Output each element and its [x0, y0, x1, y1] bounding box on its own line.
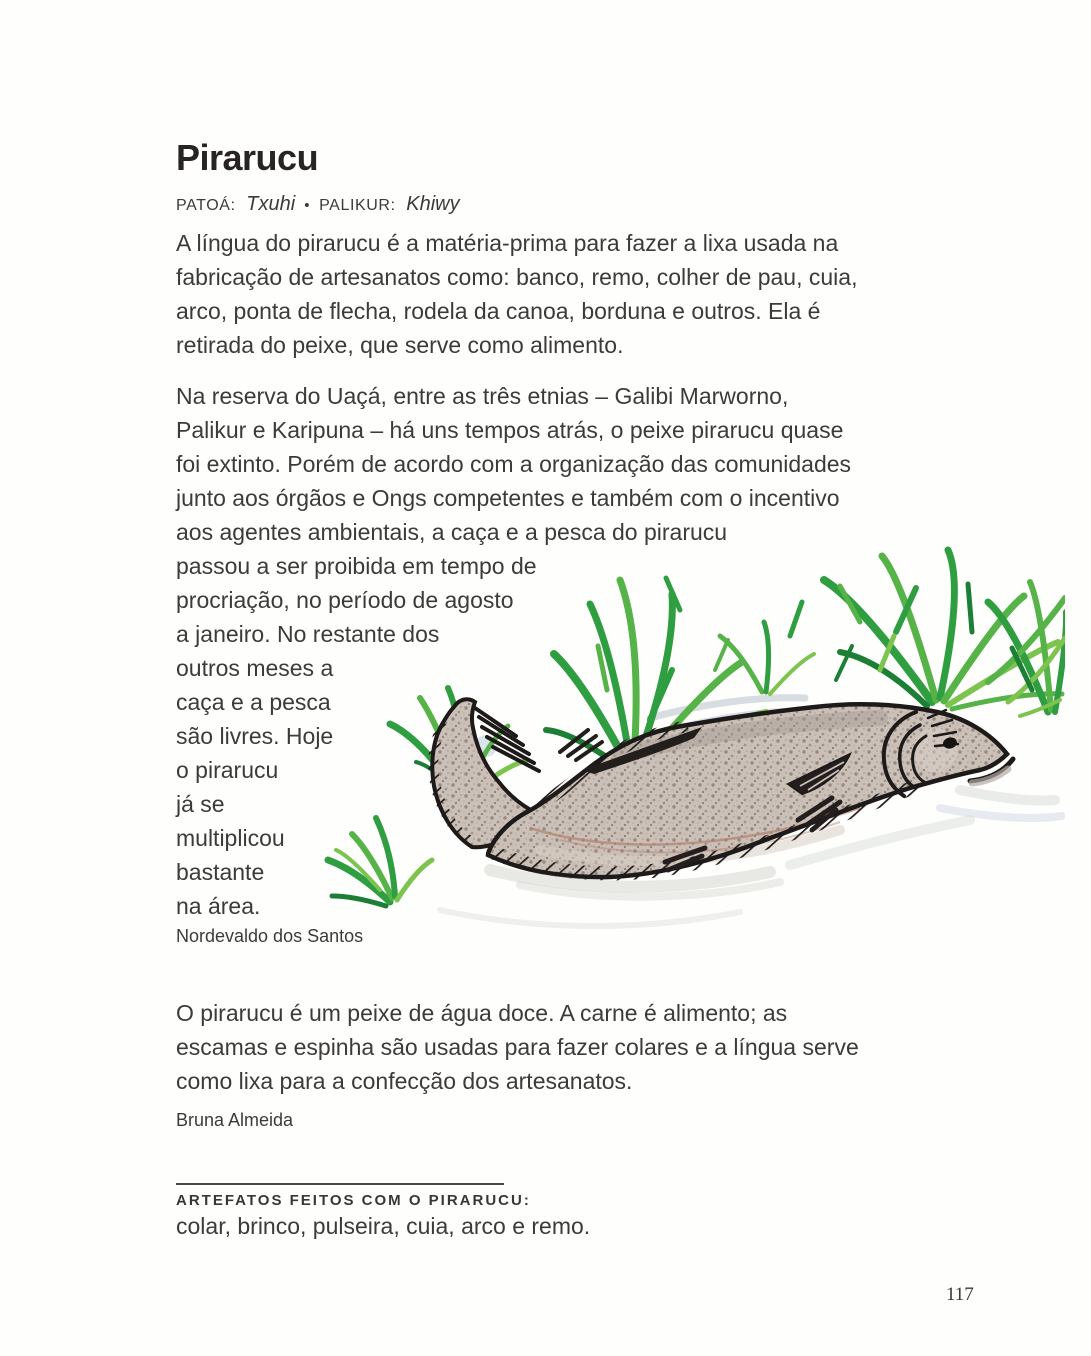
text-line: o pirarucu: [176, 757, 279, 783]
fish-body: [432, 699, 1013, 877]
text-line: aos agentes ambientais, a caça e a pesca do pirarucu: [176, 519, 728, 545]
text-line: na área.: [176, 893, 261, 919]
artifacts-list: colar, brinco, pulseira, cuia, arco e remo.: [176, 1213, 591, 1239]
page-title: Pirarucu: [176, 137, 319, 178]
indigenous-names-line: [176, 193, 460, 216]
palikur-term: Khiwy: [406, 193, 460, 215]
text-line: bastante: [176, 859, 265, 885]
text-line: escamas e espinha são usadas para fazer colares e a língua serve: [176, 1034, 859, 1060]
text-line: já se: [176, 791, 225, 817]
text-line: A língua do pirarucu é a matéria-prima para fazer a lixa usada na: [176, 230, 839, 256]
patoa-label: PATOÁ:: [176, 197, 236, 214]
text-line: O pirarucu é um peixe de água doce. A carne é alimento; as: [176, 1000, 788, 1026]
section-divider-line: [176, 1183, 504, 1185]
illustration-credit: Nordevaldo dos Santos: [176, 926, 364, 946]
text-line: arco, ponta de flecha, rodela da canoa, borduna e outros. Ela é: [176, 298, 821, 324]
bullet-separator: •: [304, 197, 311, 214]
text-line: fabricação de artesanatos como: banco, remo, colher de pau, cuia,: [176, 264, 858, 290]
paragraph-1: [176, 226, 857, 362]
pirarucu-fish-illustration: [320, 540, 1065, 940]
text-line: procriação, no período de agosto: [176, 587, 514, 613]
text-line: são livres. Hoje: [176, 723, 334, 749]
text-line: foi extinto. Porém de acordo com a organização das comunidades: [176, 451, 852, 477]
artifacts-heading: ARTEFATOS FEITOS COM O PIRARUCU:: [176, 1192, 531, 1209]
text-line: passou a ser proibida em tempo de: [176, 553, 537, 579]
text-line: como lixa para a confecção dos artesanatos.: [176, 1068, 633, 1094]
text-line: retirada do peixe, que serve como alimento.: [176, 332, 624, 358]
palikur-label: PALIKUR:: [319, 197, 396, 214]
text-line: caça e a pesca: [176, 689, 331, 715]
text-line: multiplicou: [176, 825, 285, 851]
text-line: outros meses a: [176, 655, 334, 681]
text-line: junto aos órgãos e Ongs competentes e também com o incentivo: [176, 485, 840, 511]
text-line: a janeiro. No restante dos: [176, 621, 440, 647]
text-line: Palikur e Karipuna – há uns tempos atrás, o peixe pirarucu quase: [176, 417, 844, 443]
paragraph-3: [176, 996, 859, 1098]
patoa-term: Txuhi: [246, 193, 296, 215]
page-number: 117: [946, 1284, 974, 1305]
text-line: Na reserva do Uaçá, entre as três etnias – Galibi Marworno,: [176, 383, 789, 409]
text-credit: Bruna Almeida: [176, 1110, 294, 1130]
